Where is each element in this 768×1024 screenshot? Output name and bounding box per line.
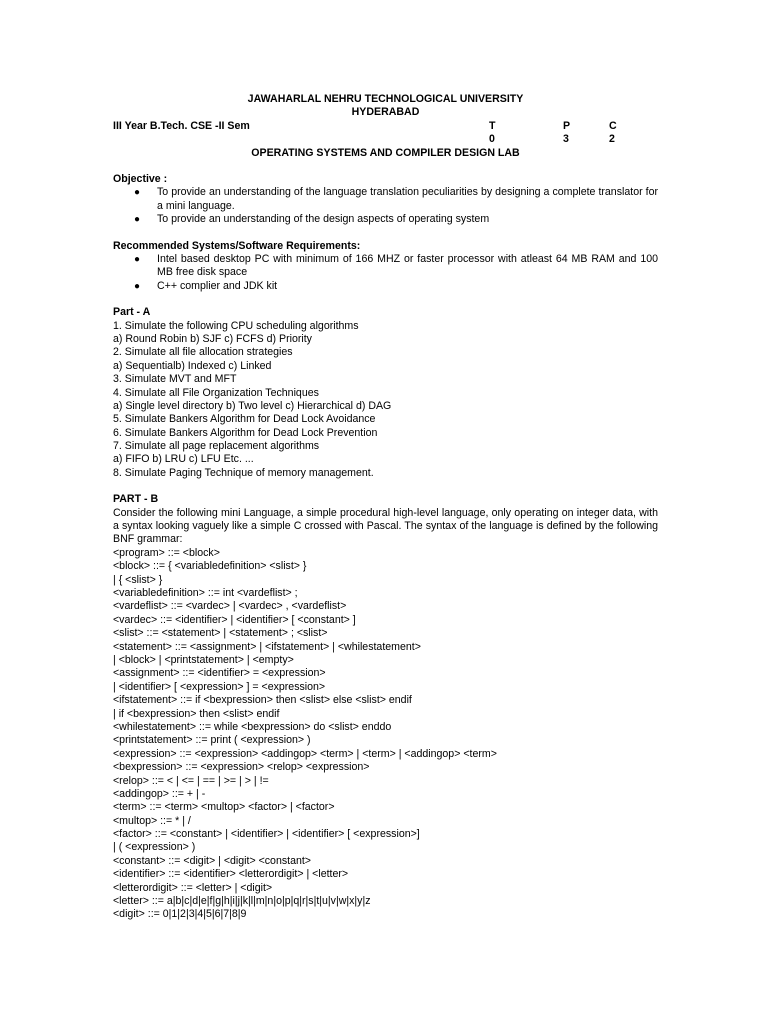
grammar-rule: <addingop> ::= + | - [113,787,206,800]
tpc-label-t: T [489,119,496,132]
requirements-list [113,253,658,293]
objective-title: Objective : [113,172,168,185]
list-item: 4. Simulate all File Organization Techniques [113,386,319,399]
list-item: 3. Simulate MVT and MFT [113,373,237,386]
grammar-rule: | { <slist> } [113,573,163,586]
part-a-title: Part - A [113,306,151,319]
tpc-value-c: 2 [609,133,615,146]
objective-list [113,186,658,226]
bullet-icon: ● [134,280,141,292]
grammar-rule: <vardeflist> ::= <vardec> | <vardec> , <vardeflist> [113,600,347,613]
grammar-rule: <term> ::= <term> <multop> <factor> | <factor> [113,801,335,814]
grammar-rule: <statement> ::= <assignment> | <ifstatement> | <whilestatement> [113,640,421,653]
objective-item-text: To provide an understanding of the language translation peculiarities by designing a complete translator for a mini language. [157,186,658,212]
bullet-icon: ● [134,253,141,265]
bnf-grammar [113,547,658,922]
grammar-rule: <constant> ::= <digit> | <digit> <constant> [113,854,311,867]
requirements-title: Recommended Systems/Software Requirements: [113,239,361,252]
grammar-rule: <bexpression> ::= <expression> <relop> <expression> [113,761,370,774]
grammar-rule: <vardec> ::= <identifier> | <identifier> [ <constant> ] [113,613,356,626]
part-a-list [113,320,658,481]
list-item: a) Single level directory b) Two level c) Hierarchical d) DAG [113,399,392,412]
tpc-value-t: 0 [489,133,495,146]
bullet-icon: ● [134,214,141,226]
course-tpc-values-row [113,133,658,146]
university-name: JAWAHARLAL NEHRU TECHNOLOGICAL UNIVERSITY [247,93,524,105]
year-semester: III Year B.Tech. CSE -II Sem [113,119,250,132]
grammar-rule: <multop> ::= * | / [113,814,191,827]
list-item: 7. Simulate all page replacement algorithms [113,440,320,453]
list-item: 6. Simulate Bankers Algorithm for Dead Lock Prevention [113,426,378,439]
list-item: 1. Simulate the following CPU scheduling algorithms [113,319,359,332]
grammar-rule: <whilestatement> ::= while <bexpression> do <slist> enddo [113,720,392,733]
grammar-rule: <block> ::= { <variabledefinition> <slist> } [113,560,307,573]
grammar-rule: <relop> ::= < | <= | == | >= | > | != [113,774,269,787]
grammar-rule: <program> ::= <block> [113,546,220,559]
list-item [113,186,658,213]
grammar-rule: | <identifier> [ <expression> ] = <expression> [113,680,326,693]
course-tpc-labels-row [113,120,658,133]
tpc-label-c: C [609,119,617,132]
requirement-item-text: C++ complier and JDK kit [157,279,278,292]
grammar-rule: <assignment> ::= <identifier> = <expression> [113,667,326,680]
tpc-label-p: P [563,119,571,132]
list-item: a) Round Robin b) SJF c) FCFS d) Priority [113,332,312,345]
document-content [113,93,658,922]
list-item: a) FIFO b) LRU c) LFU Etc. ... [113,453,254,466]
grammar-rule: <digit> ::= 0|1|2|3|4|5|6|7|8|9 [113,908,247,921]
grammar-rule: <slist> ::= <statement> | <statement> ; <slist> [113,627,328,640]
grammar-rule: <identifier> ::= <identifier> <letterordigit> | <letter> [113,868,349,881]
part-b-title: PART - B [113,493,159,506]
list-item [113,280,658,293]
grammar-rule: <letterordigit> ::= <letter> | <digit> [113,881,273,894]
grammar-rule: <printstatement> ::= print ( <expression> ) [113,734,311,747]
grammar-rule: <factor> ::= <constant> | <identifier> | <identifier> [ <expression>] [113,828,420,841]
list-item: a) Sequentialb) Indexed c) Linked [113,359,272,372]
university-city: HYDERABAD [351,106,420,119]
grammar-rule: | ( <expression> ) [113,841,196,854]
grammar-rule: | if <bexpression> then <slist> endif [113,707,280,720]
list-item: 2. Simulate all file allocation strategies [113,346,293,359]
part-b-intro: Consider the following mini Language, a simple procedural high-level language, only operating on integer data, with a syntax looking vaguely like a simple C crossed with Pascal. The syntax of the language is defined by the following BNF grammar: [113,506,658,546]
grammar-rule: | <block> | <printstatement> | <empty> [113,653,294,666]
grammar-rule: <variabledefinition> ::= int <vardeflist> ; [113,587,298,600]
grammar-rule: <letter> ::= a|b|c|d|e|f|g|h|i|j|k|l|m|n|o|p|q|r|s|t|u|v|w|x|y|z [113,895,371,908]
grammar-rule: <ifstatement> ::= if <bexpression> then <slist> else <slist> endif [113,694,412,707]
list-item [113,253,658,280]
list-item [113,213,658,226]
lab-title: OPERATING SYSTEMS AND COMPILER DESIGN LAB [251,146,520,159]
grammar-rule: <expression> ::= <expression> <addingop> <term> | <term> | <addingop> <term> [113,747,497,760]
list-item: 8. Simulate Paging Technique of memory management. [113,466,374,479]
objective-item-text: To provide an understanding of the design aspects of operating system [157,213,490,226]
tpc-value-p: 3 [563,133,569,146]
bullet-icon: ● [134,187,141,199]
requirement-item-text: Intel based desktop PC with minimum of 166 MHZ or faster processor with atleast 64 MB RAM and 100 MB free disk space [157,252,658,279]
list-item: 5. Simulate Bankers Algorithm for Dead Lock Avoidance [113,413,376,426]
